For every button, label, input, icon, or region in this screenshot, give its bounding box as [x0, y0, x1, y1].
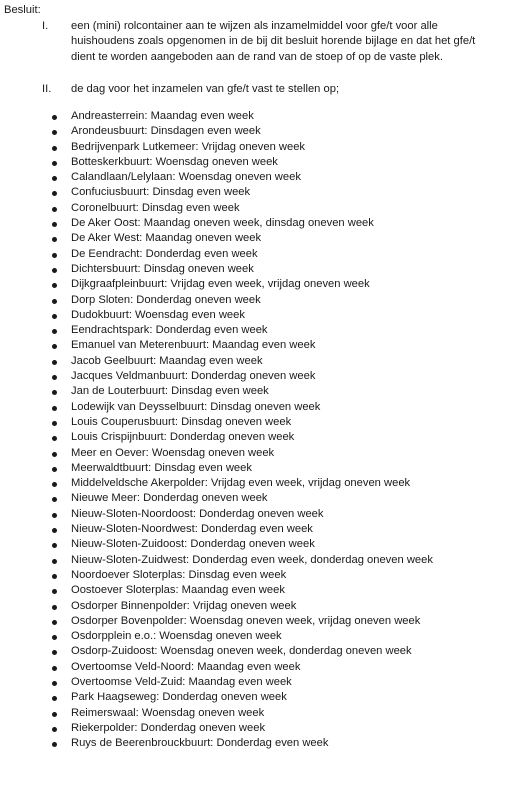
list-item — [0, 629, 509, 644]
list-item-text: Osdorp-Zuidoost: Woensdag oneven week, donderdag oneven week — [71, 645, 412, 658]
list-item — [0, 537, 509, 552]
bullet-icon — [52, 605, 57, 610]
list-item-text: Nieuwe Meer: Donderdag oneven week — [71, 492, 268, 505]
list-item-text: Lodewijk van Deysselbuurt: Dinsdag oneven week — [71, 400, 321, 413]
bullet-icon — [52, 314, 57, 319]
list-item — [0, 201, 509, 216]
bullet-icon — [52, 666, 57, 671]
bullet-icon — [52, 253, 57, 258]
bullet-icon — [52, 513, 57, 518]
list-item — [0, 415, 509, 430]
list-item — [0, 522, 509, 537]
list-item — [0, 461, 509, 476]
list-item-text: De Aker West: Maandag oneven week — [71, 232, 262, 245]
bullet-icon — [52, 115, 57, 120]
bullet-icon — [52, 436, 57, 441]
bullet-icon — [52, 712, 57, 717]
list-item-text: Reimerswaal: Woensdag oneven week — [71, 706, 265, 719]
list-item — [0, 614, 509, 629]
list-item — [0, 277, 509, 292]
list-item-text: Andreasterrein: Maandag even week — [71, 110, 254, 122]
list-item — [0, 400, 509, 415]
list-item-text: Dichtersbuurt: Dinsdag oneven week — [71, 262, 254, 275]
list-item — [0, 216, 509, 231]
list-item-text: Jacques Veldmanbuurt: Donderdag oneven week — [71, 370, 316, 383]
bullet-icon — [52, 497, 57, 502]
list-item — [0, 369, 509, 384]
collection-day-list — [0, 109, 509, 751]
list-item — [0, 354, 509, 369]
list-item-text: Jan de Louterbuurt: Dinsdag even week — [71, 385, 269, 398]
bullet-icon — [52, 176, 57, 181]
list-item — [0, 660, 509, 675]
bullet-icon — [52, 191, 57, 196]
list-item-text: Meerwaldtbuurt: Dinsdag even week — [71, 461, 252, 474]
list-item-text: Calandlaan/Lelylaan: Woensdag oneven week — [71, 171, 301, 184]
bullet-icon — [52, 161, 57, 166]
bullet-icon — [52, 146, 57, 151]
section-numeral: II. — [42, 83, 52, 95]
list-item-text: Osdorper Bovenpolder: Woensdag oneven week, vrijdag oneven week — [71, 614, 421, 627]
list-item — [0, 384, 509, 399]
list-item — [0, 553, 509, 568]
list-item — [0, 568, 509, 583]
bullet-icon — [52, 375, 57, 380]
list-item — [0, 338, 509, 353]
bullet-icon — [52, 299, 57, 304]
bullet-icon — [52, 727, 57, 732]
list-item-text: Osdorper Binnenpolder: Vrijdag oneven week — [71, 599, 297, 612]
decision-heading: Besluit: — [4, 4, 41, 16]
list-item — [0, 124, 509, 139]
bullet-icon — [52, 650, 57, 655]
bullet-icon — [52, 528, 57, 533]
list-item-text: Dijkgraafpleinbuurt: Vrijdag even week, vrijdag oneven week — [71, 278, 370, 291]
list-item-text: Dudokbuurt: Woensdag even week — [71, 308, 245, 321]
list-item — [0, 170, 509, 185]
list-item — [0, 675, 509, 690]
list-item-text: Bedrijvenpark Lutkemeer: Vrijdag oneven week — [71, 140, 306, 153]
list-item-text: Park Haagseweg: Donderdag oneven week — [71, 691, 287, 704]
list-item-text: Emanuel van Meterenbuurt: Maandag even week — [71, 339, 316, 352]
list-item-text: Louis Couperusbuurt: Dinsdag oneven week — [71, 415, 292, 428]
list-item — [0, 599, 509, 614]
list-item-text: Jacob Geelbuurt: Maandag even week — [71, 354, 263, 367]
list-item-text: Osdorpplein e.o.: Woensdag oneven week — [71, 630, 282, 643]
list-item — [0, 323, 509, 338]
bullet-icon — [52, 329, 57, 334]
list-item — [0, 706, 509, 721]
list-item — [0, 476, 509, 491]
list-item-text: De Aker Oost: Maandag oneven week, dinsdag oneven week — [71, 217, 374, 230]
list-item-text: Noordoever Sloterplas: Dinsdag even week — [71, 568, 287, 581]
list-item-text: Riekerpolder: Donderdag oneven week — [71, 721, 266, 734]
bullet-icon — [52, 574, 57, 579]
list-item-text: Nieuw-Sloten-Zuidoost: Donderdag oneven week — [71, 538, 315, 551]
list-item-text: Confuciusbuurt: Dinsdag even week — [71, 186, 251, 199]
list-item-text: Nieuw-Sloten-Noordoost: Donderdag oneven week — [71, 507, 324, 520]
section-text: een (mini) rolcontainer aan te wijzen als inzamelmiddel voor gfe/t voor alle huishoudens zoals opgenomen in de bij dit besluit horende bijlage en dat het gfe/t dient te worden aangeboden aan de rand van de stoep of op de vaste plek. — [71, 20, 476, 63]
section-text: de dag voor het inzamelen van gfe/t vast te stellen op; — [71, 83, 340, 95]
bullet-icon — [52, 681, 57, 686]
list-item-text: Arondeusbuurt: Dinsdagen even week — [71, 125, 261, 138]
bullet-icon — [52, 742, 57, 747]
list-item-text: Middelveldsche Akerpolder: Vrijdag even week, vrijdag oneven week — [71, 477, 411, 490]
bullet-icon — [52, 589, 57, 594]
list-item-text: Dorp Sloten: Donderdag oneven week — [71, 293, 261, 306]
list-item-text: De Eendracht: Donderdag even week — [71, 247, 258, 260]
bullet-icon — [52, 222, 57, 227]
bullet-icon — [52, 360, 57, 365]
list-item — [0, 507, 509, 522]
bullet-icon — [52, 620, 57, 625]
list-item — [0, 231, 509, 246]
list-item — [0, 644, 509, 659]
list-item-text: Nieuw-Sloten-Noordwest: Donderdag even week — [71, 523, 313, 536]
list-item — [0, 293, 509, 308]
list-item-text: Louis Crispijnbuurt: Donderdag oneven week — [71, 431, 295, 444]
bullet-icon — [52, 559, 57, 564]
list-item — [0, 736, 509, 751]
list-item-text: Oostoever Sloterplas: Maandag even week — [71, 584, 285, 597]
bullet-icon — [52, 543, 57, 548]
bullet-icon — [52, 268, 57, 273]
list-item — [0, 185, 509, 200]
list-item-text: Overtoomse Veld-Zuid: Maandag even week — [71, 675, 292, 688]
bullet-icon — [52, 130, 57, 135]
list-item — [0, 491, 509, 506]
bullet-icon — [52, 467, 57, 472]
list-item-text: Meer en Oever: Woensdag oneven week — [71, 446, 275, 459]
list-item — [0, 690, 509, 705]
list-item — [0, 721, 509, 736]
list-item-text: Overtoomse Veld-Noord: Maandag even week — [71, 660, 301, 673]
list-item-text: Botteskerkbuurt: Woensdag oneven week — [71, 155, 278, 168]
list-item-text: Coronelbuurt: Dinsdag even week — [71, 201, 240, 214]
list-item — [0, 308, 509, 323]
list-item-text: Nieuw-Sloten-Zuidwest: Donderdag even week, donderdag oneven week — [71, 553, 433, 566]
list-item — [0, 262, 509, 277]
list-item — [0, 155, 509, 170]
list-item — [0, 140, 509, 155]
list-item — [0, 583, 509, 598]
list-item — [0, 247, 509, 262]
bullet-icon — [52, 635, 57, 640]
bullet-icon — [52, 452, 57, 457]
list-item — [0, 446, 509, 461]
list-item — [0, 430, 509, 445]
bullet-icon — [52, 406, 57, 411]
bullet-icon — [52, 237, 57, 242]
bullet-icon — [52, 283, 57, 288]
list-item-text: Ruys de Beerenbrouckbuurt: Donderdag even week — [71, 737, 329, 750]
bullet-icon — [52, 421, 57, 426]
bullet-icon — [52, 482, 57, 487]
bullet-icon — [52, 207, 57, 212]
section-numeral: I. — [42, 20, 49, 32]
bullet-icon — [52, 696, 57, 701]
list-item-text: Eendrachtspark: Donderdag even week — [71, 324, 268, 337]
list-item — [0, 109, 509, 124]
bullet-icon — [52, 344, 57, 349]
bullet-icon — [52, 390, 57, 395]
